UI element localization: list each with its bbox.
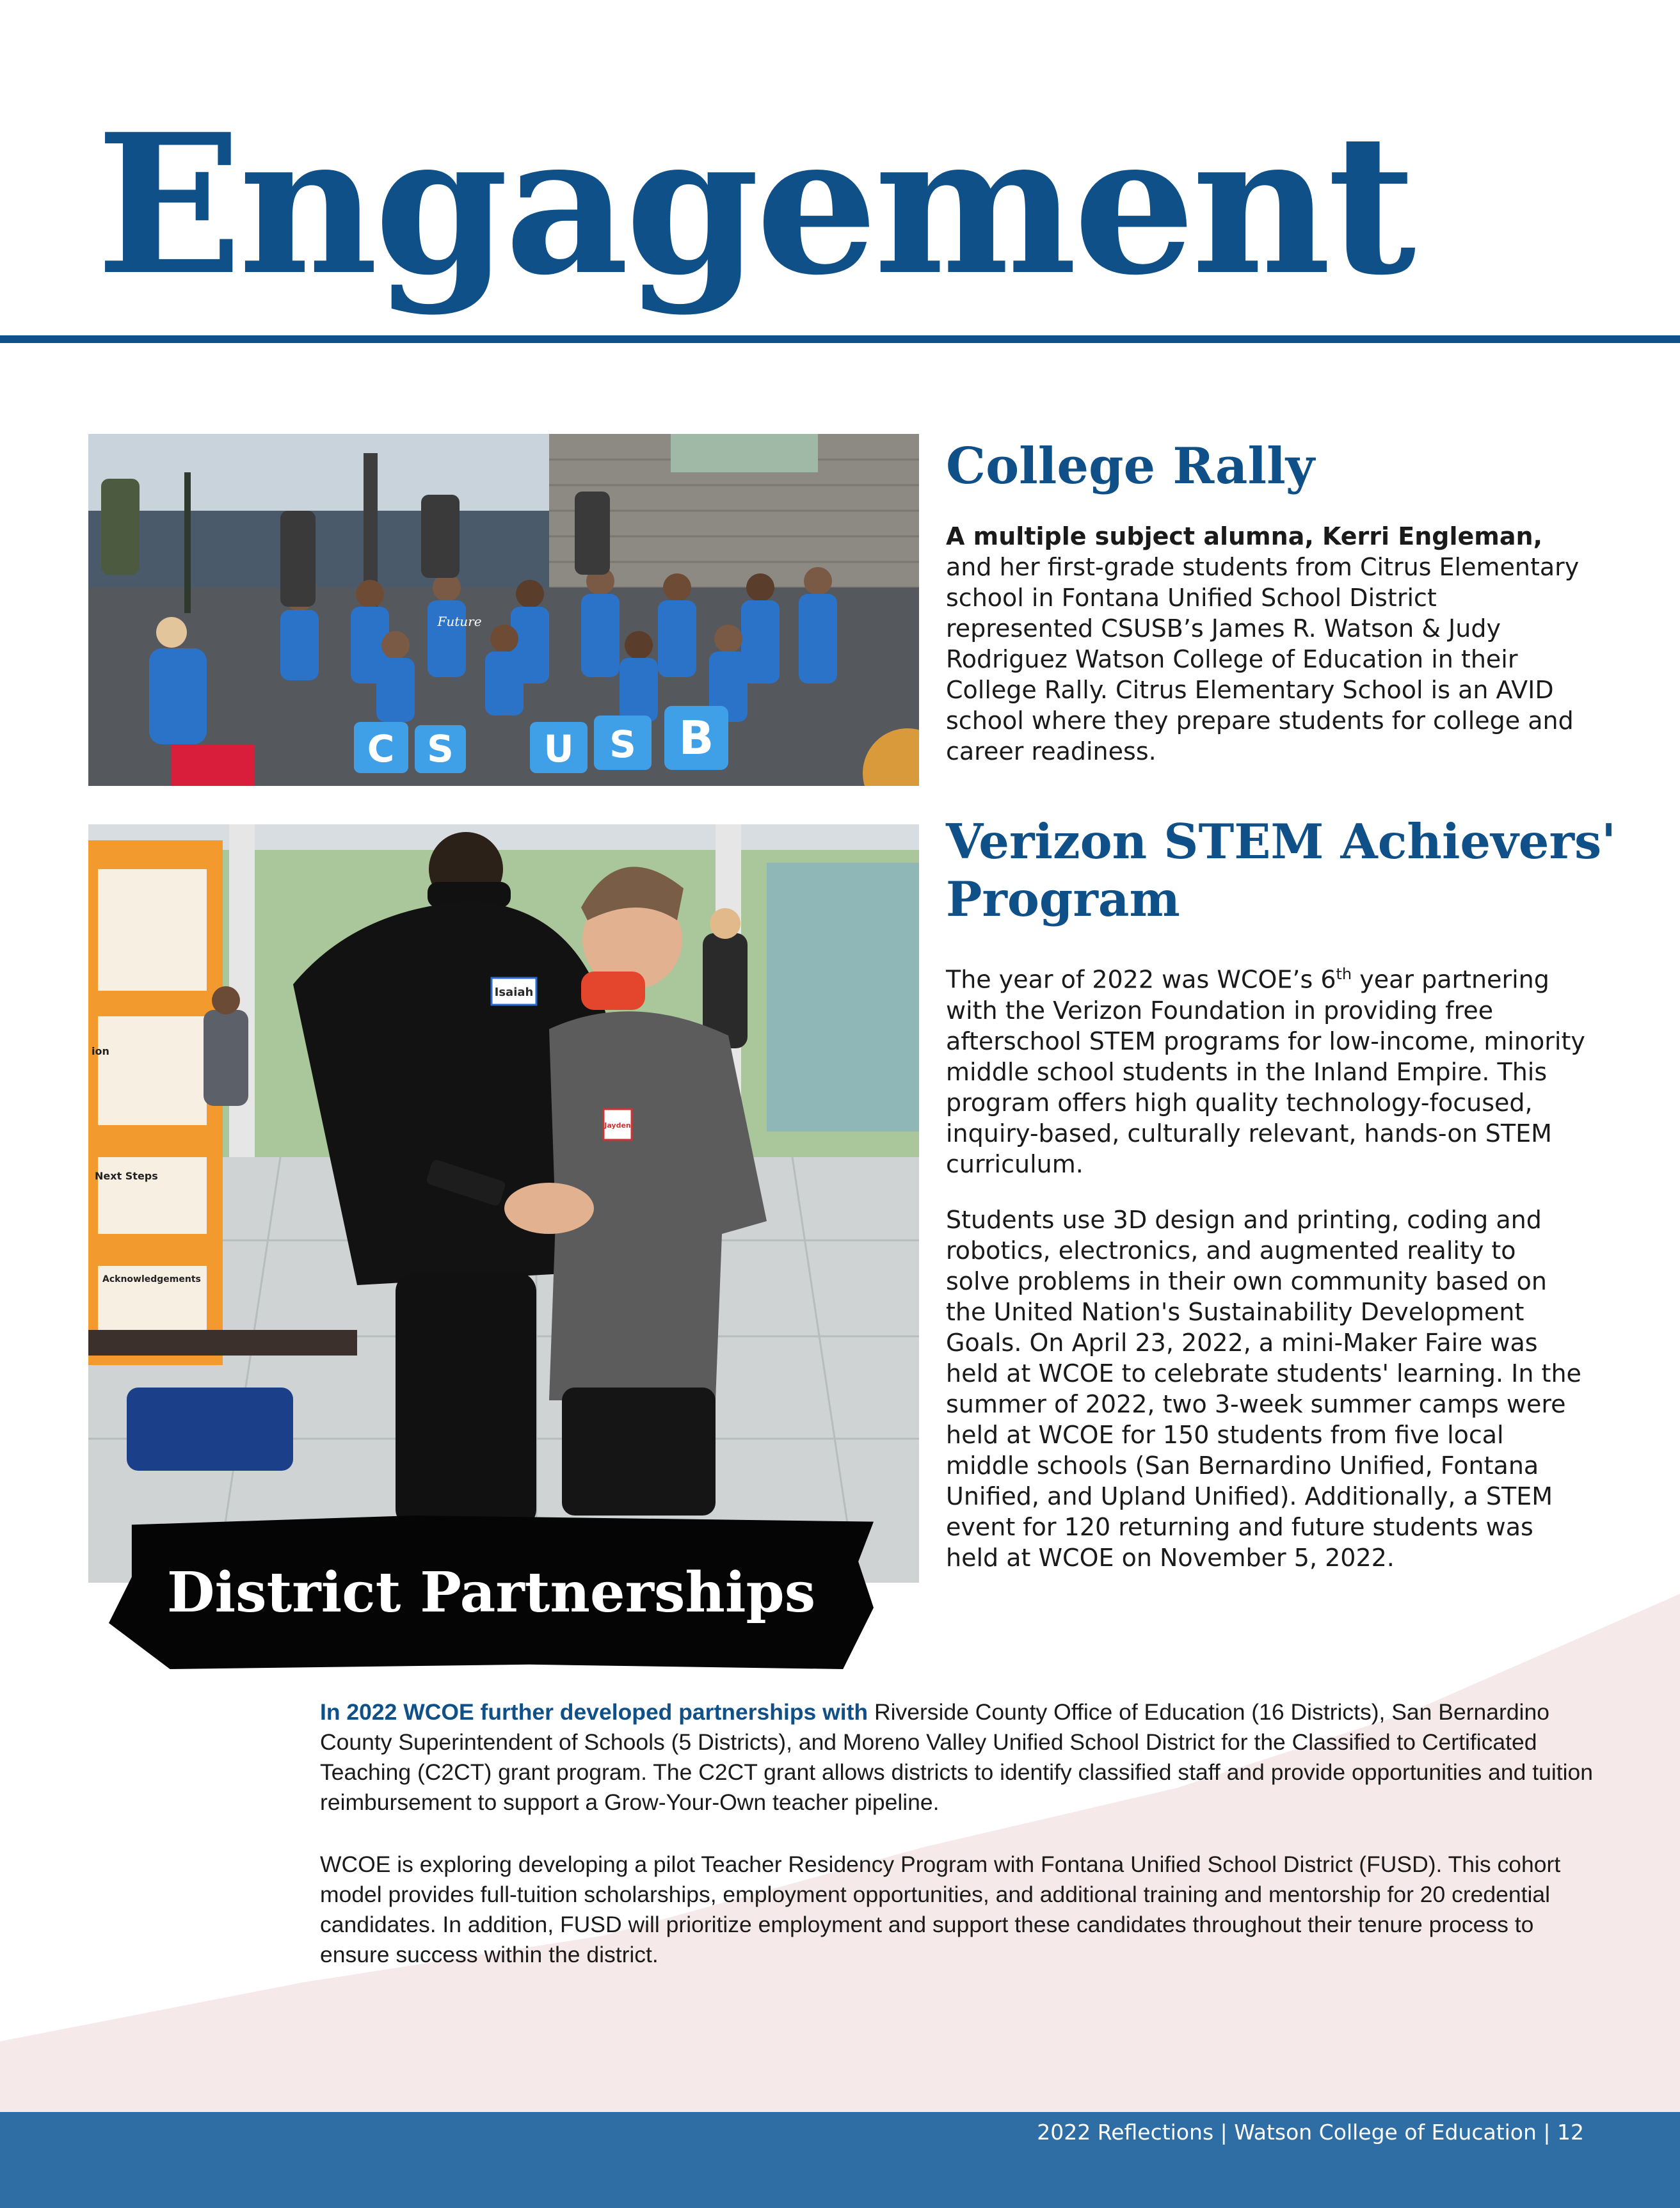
stem-paragraph-1 [946, 959, 1586, 1180]
poster-label: ion [92, 1045, 109, 1057]
stem-p1-before: The year of 2022 was WCOE’s 6 [946, 965, 1336, 994]
district-lead: In 2022 WCOE further developed partnerships with [320, 1699, 868, 1725]
title-divider [0, 335, 1680, 343]
college-rally-body: and her first-grade students from Citrus Elementary school in Fontana Unified School District represented CSUSB’s James R. Watson & Judy Rodriguez Watson College of Education in their College Rally. Citrus Elementary School is an AVID school where they prepare students for college and career readiness. [946, 553, 1580, 765]
stem-paragraph-2: Students use 3D design and printing, coding and robotics, electronics, and augmented reality to solve problems in their own community based on the United Nation's Sustainability Development Goals. On April 23, 2022, a mini-Maker Faire was held at WCOE to celebrate students' learning. In the summer of 2022, two 3-week summer camps were held at WCOE for 150 students from five local middle schools (San Bernardino Unified, Fontana Unified, and Upland Unified). Additionally, a STEM event for 120 returning and future students was held at WCOE on November 5, 2022. [946, 1206, 1581, 1572]
stem-p1-superscript: th [1336, 965, 1352, 983]
sign-letter: B [678, 711, 714, 765]
district-paragraph-1 [320, 1697, 1594, 1818]
sign-letter: S [427, 727, 454, 771]
stem-program-photo [88, 824, 919, 1583]
district-p1-body: Riverside County Office of Education (16 Districts), San Bernardino County Superintendent of Schools (5 Districts), and Moreno Valley Unified School District for the Classified to Certificated Teaching (C2CT) grant program. The C2CT grant allows districts to identify classified staff and provide opportunities and tuition reimbursement to support a Grow-Your-Own teacher pipeline. [320, 1699, 1593, 1815]
footer-text: 2022 Reflections | Watson College of Education | 12 [1037, 2120, 1584, 2145]
stem-heading: Verizon STEM Achievers' Program [946, 813, 1617, 927]
shirt-text: Future [437, 614, 482, 629]
poster-label: Acknowledgements [102, 1274, 201, 1284]
sign-letter: C [367, 727, 395, 771]
name-tag: Jayden [604, 1121, 631, 1130]
college-rally-illustration [88, 434, 919, 786]
district-partnerships-banner-text: District Partnerships [166, 1560, 816, 1625]
sign-letter: U [543, 727, 574, 771]
college-rally-heading: College Rally [946, 437, 1315, 495]
sign-letter: S [609, 723, 636, 766]
district-paragraph-2: WCOE is exploring developing a pilot Teacher Residency Program with Fontana Unified School District (FUSD). This cohort model provides full-tuition scholarships, employment opportunities, and additional training and mentorship for 20 credential candidates. In addition, FUSD will prioritize employment and support these candidates throughout their tenure process to ensure success within the district. [320, 1852, 1561, 1967]
page-title: Engagement [96, 92, 1412, 317]
poster-label: Next Steps [95, 1170, 158, 1182]
college-rally-lead: A multiple subject alumna, Kerri Engleman, [946, 522, 1543, 550]
stem-p1-after: year partnering with the Verizon Foundation in providing free afterschool STEM programs for low-income, minority middle school students in the Inland Empire. This program offers high quality technology-focused, inquiry-based, culturally relevant, hands-on STEM curriculum. [946, 965, 1585, 1178]
stem-program-illustration [88, 824, 919, 1583]
college-rally-paragraph [946, 521, 1586, 767]
college-rally-photo [88, 434, 919, 786]
name-tag: Isaiah [494, 986, 534, 999]
